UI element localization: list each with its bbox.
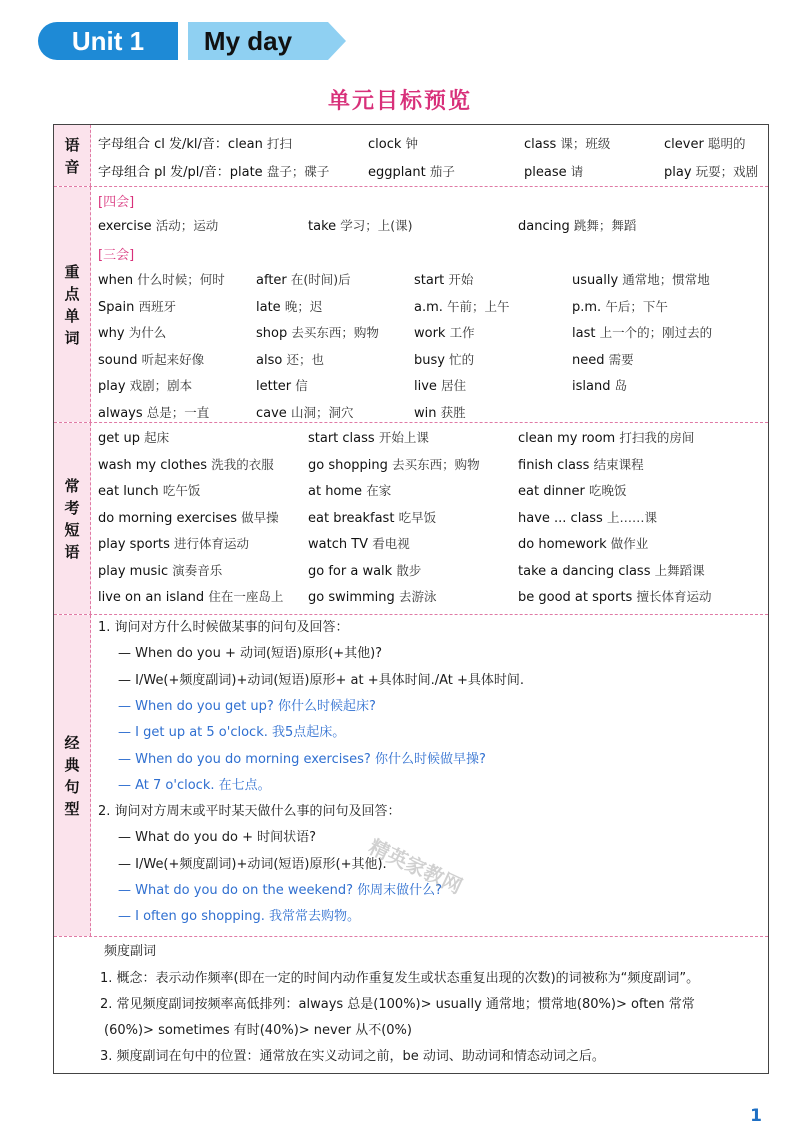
word-item (98, 271, 225, 290)
chinese-meaning: 散步 (396, 562, 422, 578)
chinese-meaning: 听起来好像 (141, 351, 205, 367)
phrases-label (54, 423, 91, 614)
english-term: live (414, 379, 437, 394)
english-term: island (572, 379, 611, 394)
sentence-line: — At 7 o'clock. 在七点。 (118, 777, 271, 793)
word-item (308, 217, 413, 236)
chinese-meaning: 打扫我的房间 (619, 430, 695, 445)
phonics-label-char: 语 (64, 135, 80, 154)
english-term: exercise (98, 219, 152, 234)
chinese-meaning: 演奏音乐 (172, 562, 223, 578)
notes-line: (60%)> sometimes 有时(40%)> never 从不(0%) (104, 1023, 412, 1038)
english-term: start (414, 273, 445, 288)
word-item (414, 324, 475, 343)
chinese-meaning: 擅长体育运动 (636, 589, 712, 604)
english-term: class (524, 137, 557, 152)
phrase-item (98, 482, 200, 501)
phrase-item (518, 429, 694, 448)
word-item (414, 271, 473, 290)
chinese-meaning: 为什么 (128, 325, 167, 340)
english-term: please (524, 165, 567, 180)
english-term: why (98, 326, 125, 341)
words-label-char: 重 (64, 262, 80, 281)
phonics-label (54, 125, 91, 186)
phrases-label-char: 常 (64, 476, 80, 495)
section-title: 单元目标预览 (327, 89, 472, 114)
sentence-line: — I/We(+频度副词)+动词(短语)原形(+其他). (118, 856, 387, 872)
english-term: p.m. (572, 299, 602, 315)
english-term: go for a walk (308, 563, 393, 579)
sentence-line: — What do you do + 时间状语? (118, 830, 317, 846)
english-term: eggplant (368, 165, 426, 180)
chinese-meaning: 开始 (448, 272, 474, 287)
sentences-content (98, 615, 762, 936)
english-term: 字母组合 cl 发/kl/音：clean (98, 137, 263, 152)
chinese-meaning: 做早操 (241, 509, 279, 525)
english-term: busy (414, 352, 445, 368)
chinese-meaning: 学习；上(课) (340, 218, 413, 233)
chinese-meaning: 盘子；碟子 (266, 164, 330, 179)
sentence-line: 2. 询问对方周末或平时某天做什么事的问句及回答： (98, 804, 401, 820)
sentence-line: — What do you do on the weekend? 你周末做什么? (118, 883, 443, 898)
word-item (98, 324, 166, 343)
chinese-meaning: 钟 (405, 136, 419, 151)
word-item (256, 377, 308, 396)
word-item (256, 404, 353, 423)
phrases-label-char: 语 (64, 542, 80, 561)
word-item (256, 271, 351, 290)
chinese-meaning: 洗我的衣服 (211, 456, 274, 472)
phonics-item (368, 163, 455, 182)
watermark: 精英家教网 (365, 834, 467, 899)
chinese-meaning: 晚；迟 (284, 298, 323, 314)
english-term: need (572, 352, 605, 368)
four-skill-tag: [四会] (98, 195, 135, 210)
phrase-item (518, 535, 648, 554)
english-term: cave (256, 405, 287, 421)
chinese-meaning: 午前；上午 (447, 298, 510, 314)
notes-content (54, 937, 768, 1074)
english-term: usually (572, 273, 619, 288)
notes-line: 3. 频度副词在句中的位置：通常放在实义动词之前，be 动词、助动词和情态动词之后。 (100, 1049, 605, 1064)
sentences-label-char: 句 (64, 777, 80, 796)
chinese-meaning: 忙的 (449, 351, 475, 367)
phonics-label-char: 音 (64, 157, 80, 176)
english-term: a.m. (414, 299, 443, 315)
english-term: have ... class (518, 510, 603, 526)
chinese-meaning: 居住 (441, 378, 467, 393)
english-term: be good at sports (518, 590, 633, 605)
phrase-item (98, 509, 279, 528)
page-number: 1 (750, 1106, 762, 1126)
phrase-item (308, 535, 410, 554)
sentence-line: — I get up at 5 o'clock. 我5点起床。 (118, 725, 346, 741)
english-term: always (98, 405, 143, 421)
phonics-item (98, 163, 329, 182)
phonics-item (524, 135, 610, 154)
chinese-meaning: 打扫 (267, 136, 293, 151)
english-term: Spain (98, 299, 135, 315)
phrase-item (518, 456, 644, 475)
chinese-meaning: 聪明的 (707, 136, 746, 151)
english-term: win (414, 405, 437, 421)
word-item (256, 324, 379, 343)
phrase-item (98, 535, 249, 554)
words-label-char: 词 (64, 328, 80, 347)
english-term: eat breakfast (308, 510, 395, 526)
word-item (414, 298, 510, 317)
sentences-label-char: 典 (64, 755, 80, 774)
word-item (572, 298, 668, 317)
phrase-item (98, 429, 169, 448)
english-term: go swimming (308, 590, 395, 605)
english-term: clean my room (518, 431, 616, 446)
notes-line: 2. 常见频度副词按频率高低排列：always 总是(100%)> usually 通常地；惯常地(80%)> often 常常 (100, 997, 695, 1012)
english-term: letter (256, 379, 292, 394)
english-term: live on an island (98, 590, 205, 605)
english-term: watch TV (308, 537, 369, 552)
sentence-line: — When do you get up? 你什么时候起床? (118, 698, 376, 714)
phonics-item (368, 135, 418, 154)
words-section (54, 187, 768, 423)
sentences-label-char: 经 (64, 733, 80, 752)
chinese-meaning: 跳舞；舞蹈 (573, 218, 637, 233)
english-term: when (98, 273, 134, 288)
chinese-meaning: 岛 (614, 378, 628, 393)
english-term: do homework (518, 537, 607, 552)
words-content (98, 187, 762, 422)
chinese-meaning: 进行体育运动 (174, 536, 250, 551)
chinese-meaning: 住在一座岛上 (208, 589, 284, 604)
phrase-item (518, 562, 705, 581)
english-term: do morning exercises (98, 510, 237, 526)
phonics-section (54, 125, 768, 187)
english-term: start class (308, 431, 375, 446)
unit-title-banner (188, 22, 328, 60)
chinese-meaning: 做作业 (610, 536, 649, 551)
phrases-content (98, 423, 762, 614)
english-term: take a dancing class (518, 563, 651, 579)
english-term: play sports (98, 537, 170, 552)
english-term: play (664, 165, 692, 180)
word-item (414, 404, 466, 423)
words-label-char: 点 (64, 284, 80, 303)
sentence-line: — I often go shopping. 我常常去购物。 (118, 909, 361, 925)
chinese-meaning: 玩耍；戏剧 (695, 164, 759, 179)
english-term: clever (664, 137, 704, 152)
sentences-label-char: 型 (64, 799, 80, 818)
sentence-line: — When do you + 动词(短语)原形(+其他)? (118, 646, 383, 662)
word-item (572, 377, 627, 396)
chinese-meaning: 戏剧；剧本 (129, 378, 193, 393)
phonics-item (664, 135, 745, 154)
word-item (572, 271, 710, 290)
english-term: shop (256, 326, 288, 341)
phrase-item (308, 562, 421, 581)
notes-section (54, 937, 768, 1074)
phrases-label-char: 考 (64, 498, 80, 517)
chinese-meaning: 活动；运动 (155, 218, 219, 233)
phonics-item (98, 135, 292, 154)
sentence-line: — I/We(+频度副词)+动词(短语)原形+ at +具体时间./At +具体时间. (118, 672, 525, 688)
chinese-meaning: 信 (295, 378, 308, 393)
word-item (414, 351, 474, 370)
english-term: wash my clothes (98, 457, 208, 473)
sentence-line: 1. 询问对方什么时候做某事的问句及回答： (98, 620, 349, 635)
phrase-item (98, 562, 222, 581)
words-label-char: 单 (64, 306, 80, 325)
chinese-meaning: 工作 (449, 325, 475, 340)
chinese-meaning: 获胜 (440, 404, 466, 420)
english-term: work (414, 326, 446, 341)
word-item (518, 217, 636, 236)
chinese-meaning: 在家 (366, 483, 392, 498)
chinese-meaning: 看电视 (372, 536, 410, 551)
chinese-meaning: 去买东西；购物 (392, 456, 480, 472)
english-term: go shopping (308, 457, 388, 473)
word-item (98, 404, 209, 423)
notes-line: 1. 概念：表示动作频率(即在一定的时间内动作重复发生或状态重复出现的次数)的词被称为“频度副词”。 (100, 971, 700, 986)
notes-title: 频度副词 (104, 944, 157, 959)
english-term: sound (98, 352, 138, 368)
chinese-meaning: 请 (570, 164, 584, 179)
word-item (572, 324, 712, 343)
chinese-meaning: 上……课 (606, 509, 657, 525)
english-term: get up (98, 431, 140, 446)
chinese-meaning: 通常地；惯常地 (622, 272, 710, 287)
word-item (572, 351, 634, 370)
chinese-meaning: 山洞；洞穴 (290, 404, 354, 420)
phrase-item (308, 456, 480, 475)
chinese-meaning: 茄子 (429, 164, 455, 179)
three-skill-tag: [三会] (98, 248, 135, 263)
chinese-meaning: 什么时候；何时 (137, 272, 225, 287)
chinese-meaning: 结束课程 (593, 456, 644, 472)
unit-title: My day (203, 26, 293, 56)
unit-header (38, 22, 328, 60)
chinese-meaning: 吃午饭 (162, 483, 201, 498)
phrase-item (308, 588, 436, 607)
chinese-meaning: 吃早饭 (398, 509, 437, 525)
word-item (256, 298, 322, 317)
chinese-meaning: 上舞蹈课 (654, 562, 705, 578)
english-term: also (256, 352, 283, 368)
english-term: last (572, 326, 596, 341)
word-item (414, 377, 466, 396)
chinese-meaning: 课；班级 (560, 136, 611, 151)
word-item (256, 351, 324, 370)
word-item (98, 377, 192, 396)
english-term: finish class (518, 457, 590, 473)
summary-table (53, 124, 769, 1074)
phrases-section (54, 423, 768, 615)
chinese-meaning: 在(时间)后 (290, 272, 351, 287)
chinese-meaning: 吃晚饭 (589, 483, 627, 498)
phrase-item (98, 456, 274, 475)
english-term: take (308, 219, 337, 234)
chinese-meaning: 起床 (144, 430, 170, 445)
english-term: eat lunch (98, 484, 159, 499)
sentence-line: — When do you do morning exercises? 你什么时候做早操? (118, 751, 486, 767)
phrase-item (518, 588, 711, 607)
english-term: clock (368, 137, 402, 152)
sentences-section (54, 615, 768, 937)
english-term: at home (308, 484, 363, 499)
english-term: play music (98, 563, 169, 579)
chinese-meaning: 去买东西；购物 (291, 325, 379, 340)
english-term: eat dinner (518, 484, 585, 499)
english-term: late (256, 299, 281, 315)
phrase-item (308, 429, 429, 448)
word-item (98, 217, 218, 236)
english-term: after (256, 273, 287, 288)
chinese-meaning: 去游泳 (398, 589, 437, 604)
chinese-meaning: 开始上课 (378, 430, 429, 445)
chinese-meaning: 午后；下午 (605, 298, 668, 314)
chinese-meaning: 总是；一直 (146, 404, 210, 420)
english-term: play (98, 379, 126, 394)
phrase-item (308, 482, 391, 501)
english-term: 字母组合 pl 发/pl/音：plate (98, 165, 263, 180)
phonics-item (524, 163, 583, 182)
chinese-meaning: 西班牙 (138, 298, 176, 314)
chinese-meaning: 需要 (608, 351, 634, 367)
chinese-meaning: 上一个的；刚过去的 (599, 325, 713, 340)
sentences-label (54, 615, 91, 936)
phrase-item (518, 509, 657, 528)
phrases-label-char: 短 (64, 520, 80, 539)
phrase-item (98, 588, 283, 607)
phrase-item (308, 509, 436, 528)
words-label (54, 187, 91, 422)
word-item (98, 351, 204, 370)
phrase-item (518, 482, 627, 501)
phonics-content (98, 125, 762, 186)
phonics-item (664, 163, 758, 182)
chinese-meaning: 还；也 (286, 351, 324, 367)
english-term: dancing (518, 219, 570, 234)
word-item (98, 298, 176, 317)
unit-badge: Unit 1 (38, 22, 178, 60)
